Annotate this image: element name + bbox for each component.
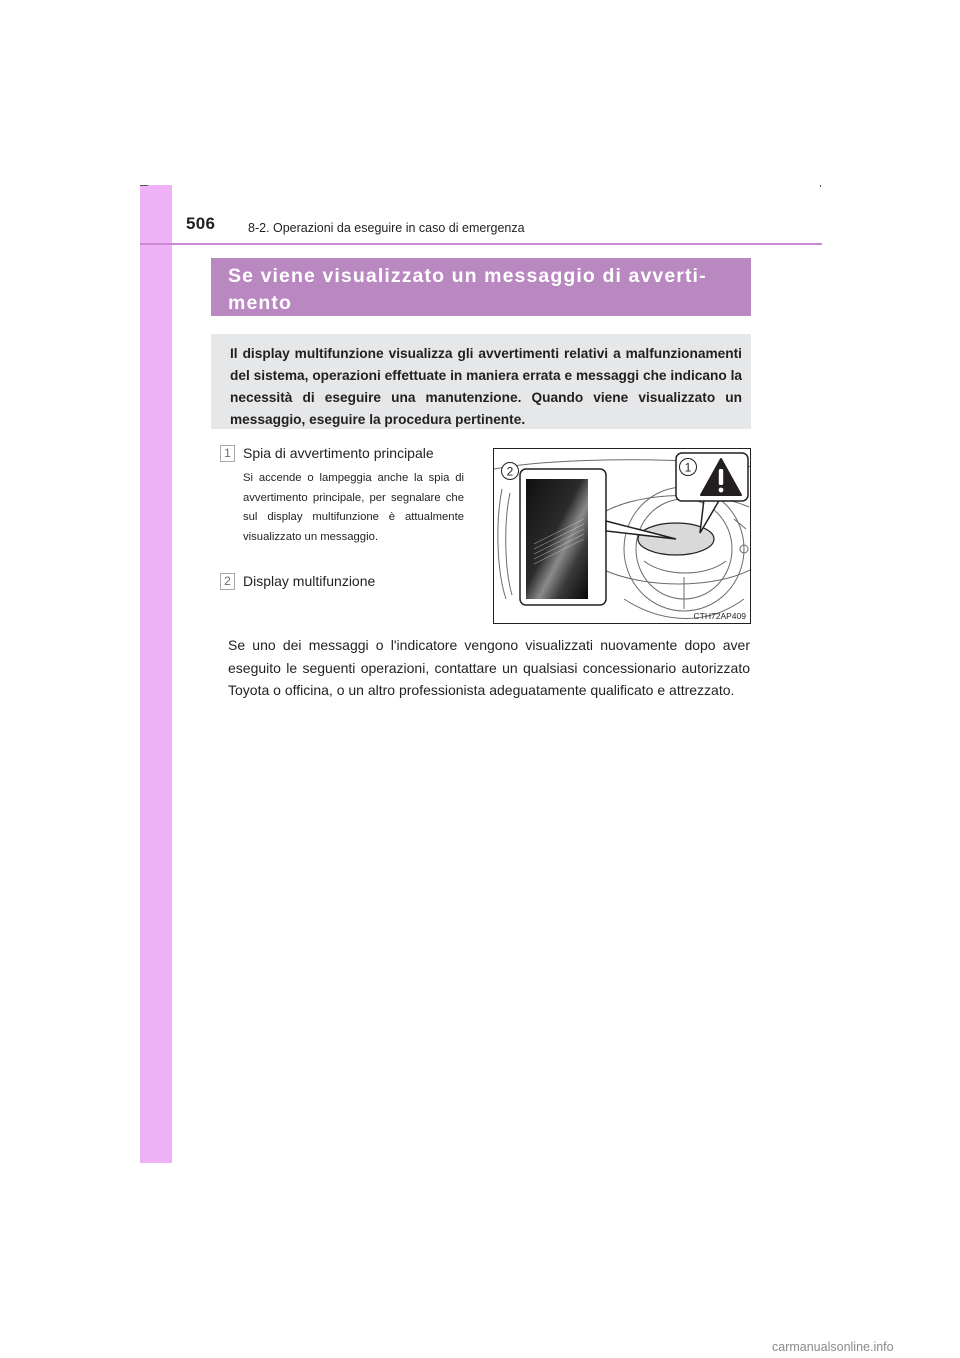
- section-title-line-1: Se viene visualizzato un messaggio di avverti-: [228, 265, 707, 287]
- dashboard-illustration: [494, 449, 751, 624]
- page-number: 506: [186, 214, 216, 233]
- crop-mark-right: [820, 185, 821, 187]
- item-description-1: Si accende o lampeggia anche la spia di avvertimento principale, per segnalare che sul display multifunzione è attualmente visualizzato un messaggio.: [243, 472, 464, 543]
- intro-box: Il display multifunzione visualizza gli avvertimenti relativi a malfunzionamenti del sistema, operazioni effettuate in maniera errata e messaggi che indicano la necessità di eseguire una manutenzione. Quando viene visualizzato un messaggio, eseguire la procedura pertinente.: [211, 334, 751, 429]
- item-number-badge-1: 1: [220, 445, 235, 462]
- callout-1-pointer: [700, 499, 720, 533]
- watermark-text: carmanualsonline.info: [772, 1340, 894, 1354]
- dashboard-figure: [493, 448, 751, 624]
- running-head: 8-2. Operazioni da eseguire in caso di emergenza: [248, 221, 525, 235]
- item-label-2: Display multifunzione: [243, 573, 376, 589]
- header-rule: [140, 243, 822, 245]
- body-paragraph: Se uno dei messaggi o l'indicatore vengono visualizzati nuovamente dopo aver eseguito le seguenti operazioni, contattare un qualsiasi concessionario autorizzato Toyota o officina, o un altro professionista adeguatamente qualificato e attrezzato.: [228, 637, 750, 698]
- section-title: [211, 258, 751, 316]
- chapter-side-band: [140, 185, 172, 1163]
- section-title-line-2: mento: [228, 292, 292, 314]
- crop-mark-left: [140, 185, 148, 186]
- item-label-1: Spia di avvertimento principale: [243, 445, 434, 461]
- callout-2-number: 2: [506, 464, 514, 479]
- figure-code: CTH72AP409: [693, 611, 746, 621]
- callout-1-number: 1: [684, 460, 692, 475]
- multifunction-display: [526, 479, 588, 599]
- item-number-badge-2: 2: [220, 573, 235, 590]
